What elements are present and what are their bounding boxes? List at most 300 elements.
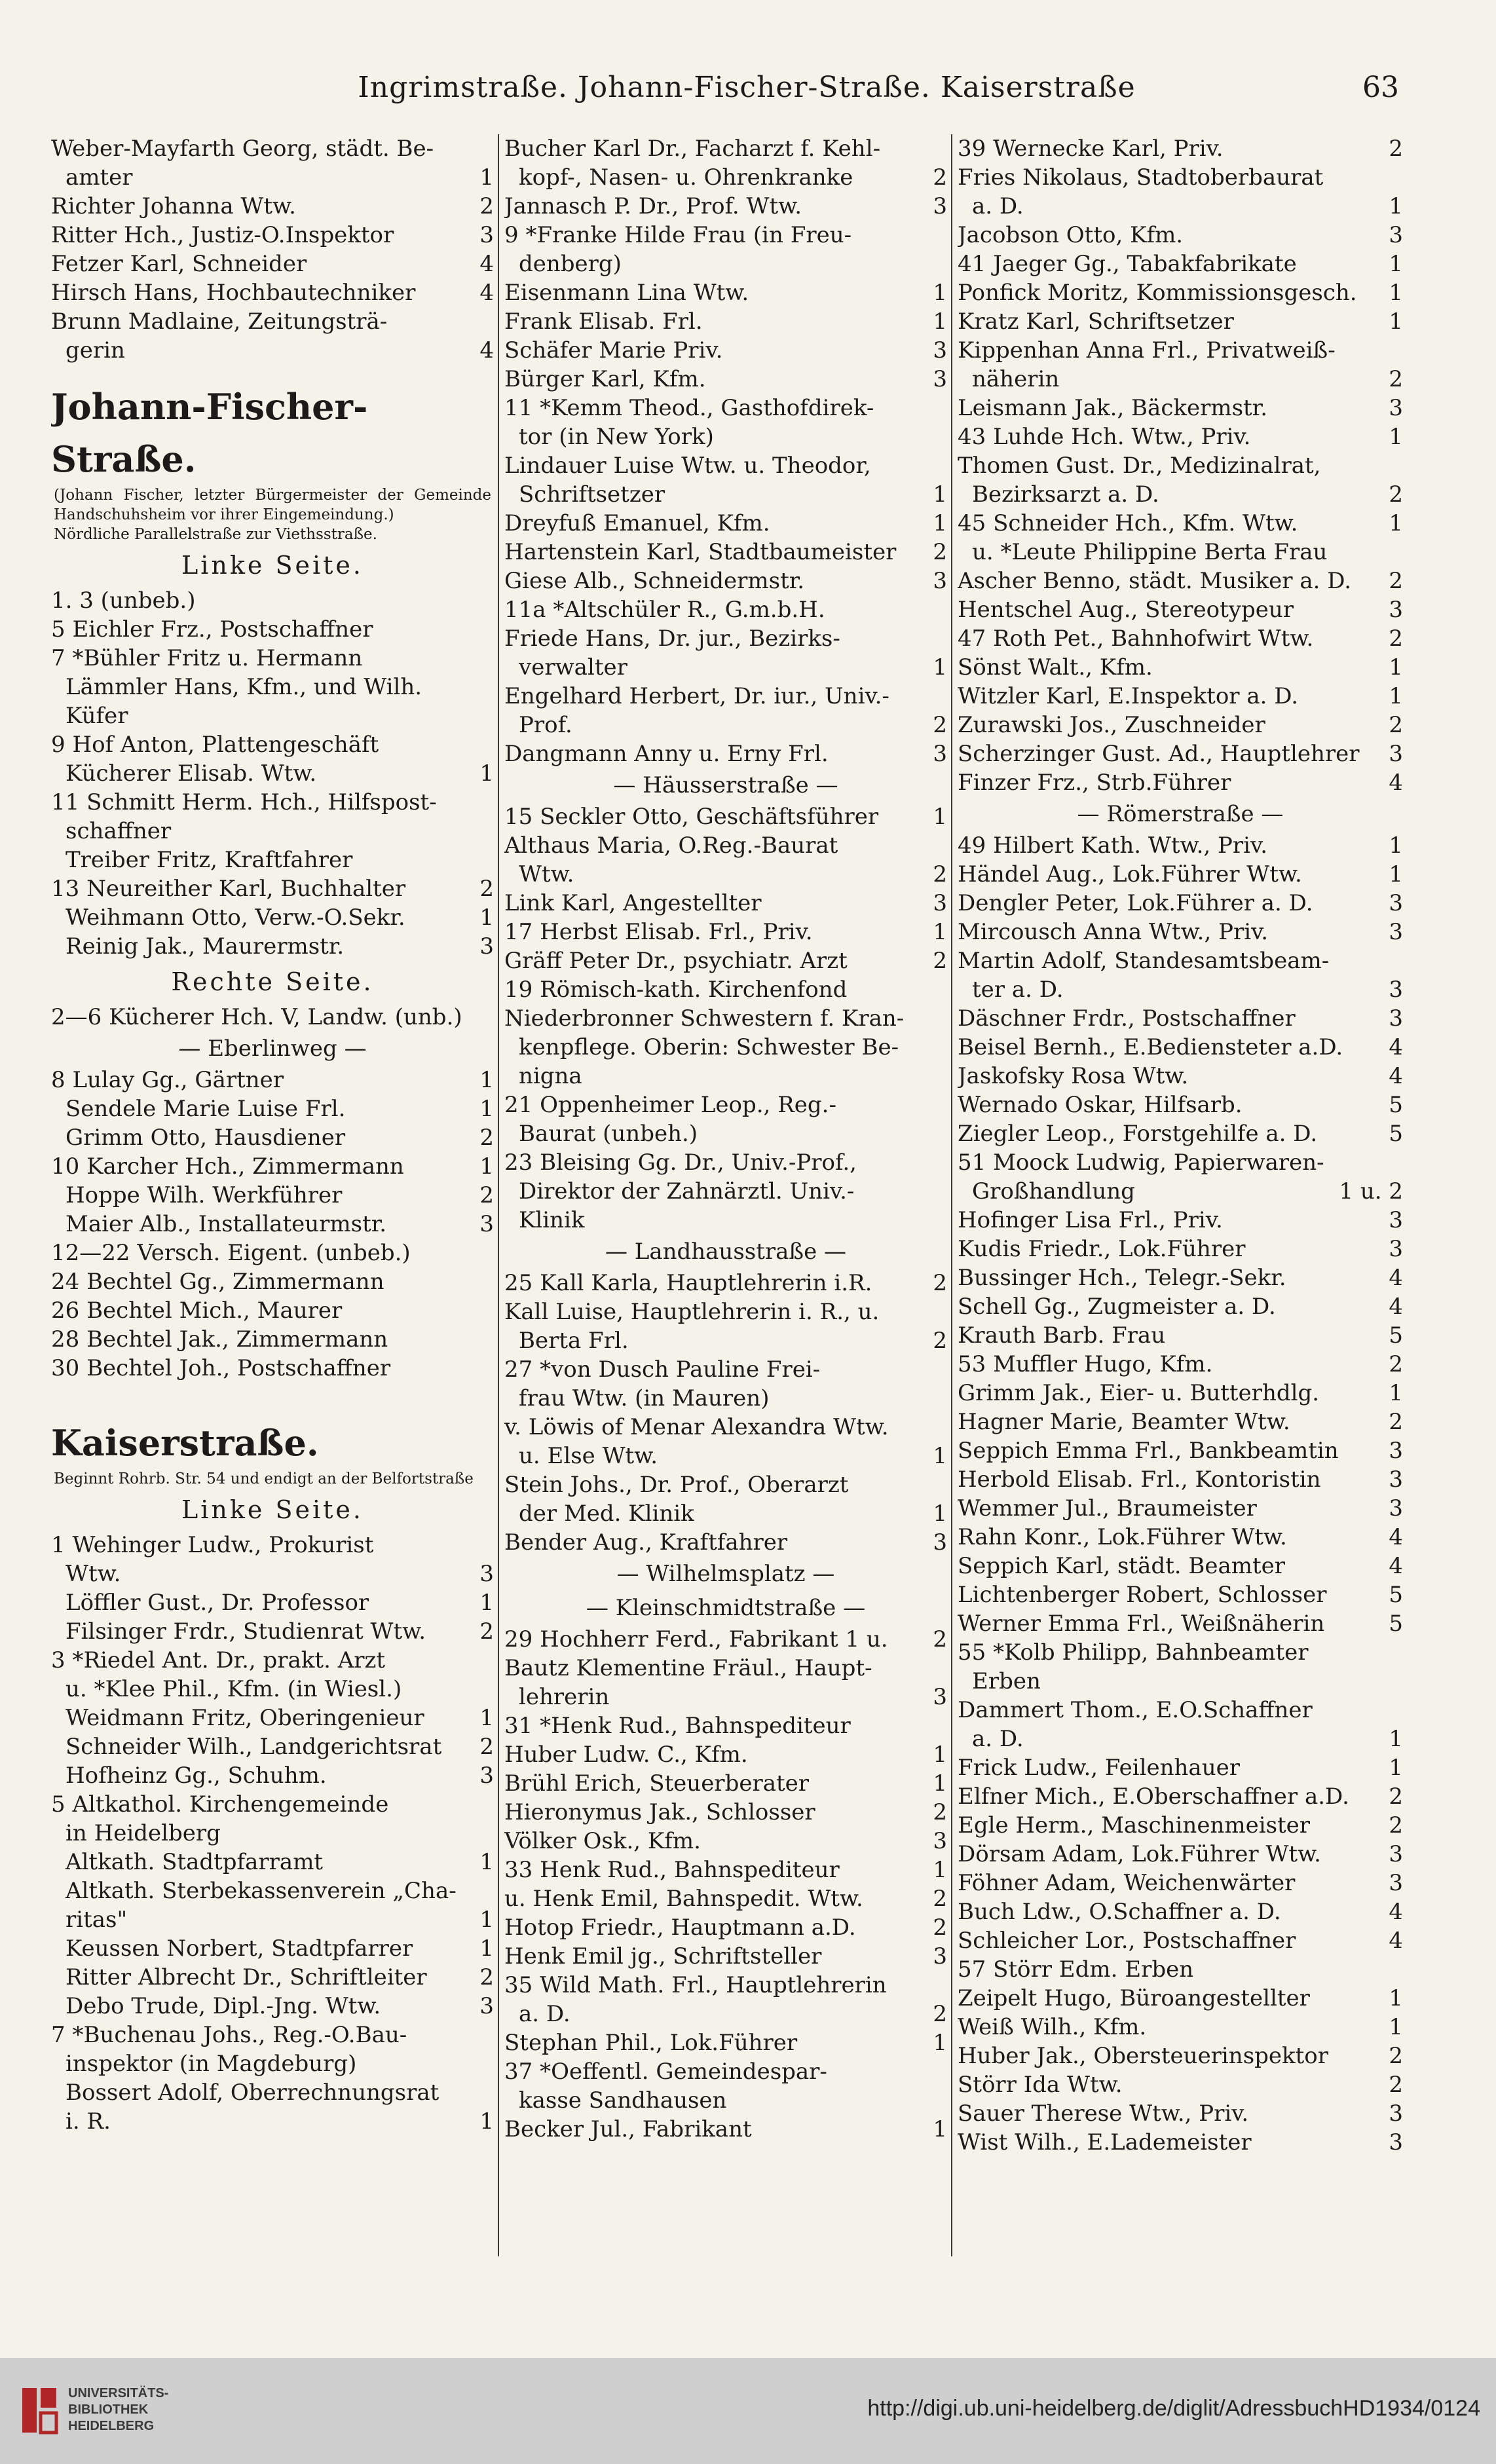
- entry-text: Altkath. Sterbekassenverein „Cha-: [65, 1878, 457, 1904]
- directory-entry: [958, 1148, 1403, 1177]
- source-url-link[interactable]: http://digi.ub.uni-heidelberg.de/diglit/AdressbuchHD1934/0124: [867, 2396, 1480, 2421]
- entry-floor: 4: [479, 251, 494, 277]
- directory-entry: [504, 250, 947, 278]
- entry-text: Finzer Frz., Strb.Führer: [958, 770, 1231, 796]
- entry-text: Ascher Benno, städt. Musiker a. D.: [958, 568, 1352, 594]
- entry-floor: 2: [933, 1626, 947, 1652]
- directory-entry: [958, 682, 1403, 711]
- entry-text: Klinik: [519, 1207, 585, 1233]
- directory-entry: [958, 163, 1403, 192]
- entry-text: Sendele Marie Luise Frl.: [65, 1096, 346, 1122]
- entry-floor: 2: [479, 193, 494, 219]
- directory-entry: [51, 1934, 494, 1963]
- entry-text: Wernado Oskar, Hilfsarb.: [958, 1092, 1243, 1118]
- entry-floor: 3: [1389, 977, 1403, 1003]
- entry-text: Hofinger Lisa Frl., Priv.: [958, 1207, 1223, 1233]
- entry-text: Erben: [972, 1668, 1041, 1694]
- directory-entry: [504, 595, 947, 624]
- entry-floor: 4: [1389, 1294, 1403, 1320]
- entry-text: Hotop Friedr., Hauptmann a.D.: [504, 1914, 856, 1941]
- entry-floor: 4: [1389, 1524, 1403, 1550]
- directory-entry: [958, 1753, 1403, 1782]
- entry-floor: 2: [1389, 2072, 1403, 2098]
- entry-text: 37 *Oeffentl. Gemeindespar-: [504, 2059, 827, 2085]
- entry-text: Däschner Frdr., Postschaffner: [958, 1005, 1296, 1032]
- directory-entry: [958, 567, 1403, 595]
- entry-text: Jacobson Otto, Kfm.: [958, 222, 1184, 248]
- entry-text: Rahn Konr., Lok.Führer Wtw.: [958, 1524, 1287, 1550]
- entry-floor: 4: [479, 280, 494, 306]
- entry-text: näherin: [972, 366, 1060, 392]
- entry-text: Reinig Jak., Maurermstr.: [65, 933, 345, 960]
- entry-text: Schell Gg., Zugmeister a. D.: [958, 1294, 1276, 1320]
- entry-text: Bender Aug., Kraftfahrer: [504, 1529, 788, 1556]
- entry-text: 10 Karcher Hch., Zimmermann: [51, 1153, 404, 1180]
- directory-entry: [504, 1528, 947, 1557]
- directory-entry: [958, 1465, 1403, 1494]
- directory-entry: [958, 1552, 1403, 1580]
- directory-entry: [504, 802, 947, 831]
- cross-street: — Kleinschmidtstraße —: [586, 1595, 866, 1621]
- entry-text: Thomen Gust. Dr., Medizinalrat,: [958, 453, 1321, 479]
- entry-text: Althaus Maria, O.Reg.-Baurat: [504, 832, 838, 859]
- entry-text: nigna: [519, 1063, 582, 1089]
- directory-entry: [958, 134, 1403, 163]
- entry-floor: 1: [1389, 510, 1403, 536]
- directory-entry: [958, 1091, 1403, 1119]
- directory-entry: [504, 538, 947, 567]
- entry-floor: 1: [933, 481, 947, 508]
- directory-entry: [958, 1955, 1403, 1984]
- entry-floor: 1: [1389, 1985, 1403, 2011]
- entry-text: Friede Hans, Dr. jur., Bezirks-: [504, 625, 840, 652]
- directory-entry: [958, 2128, 1403, 2157]
- entry-floor: 2: [479, 1182, 494, 1208]
- entry-floor: 5: [1389, 1121, 1403, 1147]
- directory-entry: [51, 2107, 494, 2136]
- entry-text: tor (in New York): [519, 424, 714, 450]
- entry-text: Händel Aug., Lok.Führer Wtw.: [958, 861, 1302, 887]
- entry-text: Zeipelt Hugo, Büroangestellter: [958, 1985, 1310, 2011]
- directory-entry: [51, 192, 494, 221]
- entry-text: amter: [65, 164, 133, 191]
- entry-floor: 1: [1389, 424, 1403, 450]
- directory-entry: [51, 788, 494, 817]
- entry-floor: 3: [1389, 1870, 1403, 1896]
- entry-floor: 4: [1389, 1063, 1403, 1089]
- directory-entry: [958, 422, 1403, 451]
- directory-entry: [958, 1292, 1403, 1321]
- directory-entry: [504, 1119, 947, 1148]
- entry-text: Mircousch Anna Wtw., Priv.: [958, 919, 1269, 945]
- directory-entry: [504, 1971, 947, 2000]
- entry-list: [51, 1003, 494, 1032]
- directory-entry: [504, 2115, 947, 2144]
- directory-entry: [958, 1609, 1403, 1638]
- directory-entry: [958, 1811, 1403, 1840]
- directory-entry: [51, 1790, 494, 1819]
- directory-entry: [504, 1683, 947, 1711]
- entry-list: [51, 134, 494, 365]
- directory-entry: [958, 1436, 1403, 1465]
- directory-entry: [504, 163, 947, 192]
- directory-entry: [504, 2086, 947, 2115]
- entry-text: 31 *Henk Rud., Bahnspediteur: [504, 1713, 851, 1739]
- directory-entry: [958, 307, 1403, 336]
- entry-floor: 2: [1389, 481, 1403, 508]
- directory-entry: [51, 759, 494, 788]
- entry-floor: 1: [479, 1705, 494, 1731]
- directory-entry: [51, 903, 494, 932]
- directory-entry: [958, 975, 1403, 1004]
- directory-entry: [958, 1408, 1403, 1436]
- directory-entry: [51, 1963, 494, 1992]
- entry-floor: 4: [1389, 1265, 1403, 1291]
- directory-entry: [51, 1267, 494, 1296]
- directory-entry: [51, 1819, 494, 1848]
- entry-text: Kippenhan Anna Frl., Privatweiß-: [958, 337, 1336, 364]
- entry-text: 17 Herbst Elisab. Frl., Priv.: [504, 919, 813, 945]
- entry-floor: 1: [1389, 1755, 1403, 1781]
- street-note: Beginnt Rohrb. Str. 54 und endigt an der Belfortstraße: [54, 1470, 474, 1487]
- entry-floor: 1: [933, 2030, 947, 2056]
- cross-street: — Landhausstraße —: [605, 1239, 847, 1265]
- entry-floor: 1: [479, 2108, 494, 2135]
- entry-text: Wist Wilh., E.Lademeister: [958, 2129, 1252, 2156]
- entry-floor: 1: [479, 1935, 494, 1962]
- entry-text: Löffler Gust., Dr. Professor: [65, 1590, 369, 1616]
- entry-text: Kall Luise, Hauptlehrerin i. R., u.: [504, 1299, 880, 1325]
- directory-entry: [51, 1066, 494, 1094]
- entry-text: 27 *von Dusch Pauline Frei-: [504, 1356, 821, 1383]
- entry-text: u. Henk Emil, Bahnspedit. Wtw.: [504, 1886, 863, 1912]
- running-title: Ingrimstraße. Johann-Fischer-Straße. Kaiserstraße: [358, 71, 1136, 104]
- entry-floor: 1: [1389, 280, 1403, 306]
- entry-text: 23 Bleising Gg. Dr., Univ.-Prof.,: [504, 1149, 857, 1176]
- entry-floor: 3: [933, 337, 947, 364]
- entry-text: Störr Ida Wtw.: [958, 2072, 1123, 2098]
- directory-entry: [958, 365, 1403, 394]
- entry-text: Direktor der Zahnärztl. Univ.-: [519, 1178, 855, 1204]
- entry-floor: 1: [479, 760, 494, 787]
- directory-entry: [958, 192, 1403, 221]
- directory-entry: [51, 1094, 494, 1123]
- entry-text: 35 Wild Math. Frl., Hauptlehrerin: [504, 1972, 887, 1998]
- directory-entry: [504, 480, 947, 509]
- directory-entry: [958, 1206, 1403, 1235]
- entry-floor: 4: [479, 337, 494, 364]
- directory-entry: [504, 889, 947, 918]
- library-name-line: BIBLIOTHEK: [68, 2402, 149, 2417]
- directory-entry: [51, 278, 494, 307]
- entry-text: 3 *Riedel Ant. Dr., prakt. Arzt: [51, 1647, 386, 1673]
- entry-floor: 3: [933, 568, 947, 594]
- cross-street: — Eberlinweg —: [178, 1036, 367, 1062]
- entry-text: 43 Luhde Hch. Wtw., Priv.: [958, 424, 1251, 450]
- entry-text: Schäfer Marie Priv.: [504, 337, 723, 364]
- entry-text: Fetzer Karl, Schneider: [51, 251, 307, 277]
- directory-entry: [51, 1354, 494, 1383]
- entry-floor: 2: [479, 1964, 494, 1990]
- directory-entry: [958, 2070, 1403, 2099]
- entry-text: Kudis Friedr., Lok.Führer: [958, 1236, 1246, 1262]
- directory-entry: [958, 653, 1403, 682]
- directory-entry: [958, 1004, 1403, 1033]
- entry-text: Werner Emma Frl., Weißnäherin: [958, 1611, 1325, 1637]
- entry-floor: 2: [933, 539, 947, 565]
- entry-text: Wtw.: [65, 1561, 121, 1587]
- entry-text: 57 Störr Edm. Erben: [958, 1956, 1194, 1983]
- entry-text: 7 *Buchenau Johs., Reg.-O.Bau-: [51, 2022, 407, 2048]
- directory-entry: [504, 860, 947, 889]
- entry-text: 24 Bechtel Gg., Zimmermann: [51, 1269, 384, 1295]
- entry-text: 1 Wehinger Ludw., Prokurist: [51, 1532, 374, 1558]
- directory-entry: [504, 1654, 947, 1683]
- directory-entry: [958, 451, 1403, 480]
- entry-floor: 1: [933, 280, 947, 306]
- directory-entry: [504, 192, 947, 221]
- entry-floor: 1: [479, 1907, 494, 1933]
- entry-text: 8 Lulay Gg., Gärtner: [51, 1067, 284, 1093]
- entry-floor: 3: [1389, 1841, 1403, 1867]
- directory-entry: [504, 1326, 947, 1355]
- entry-text: 39 Wernecke Karl, Priv.: [958, 136, 1224, 162]
- directory-entry: [958, 889, 1403, 918]
- entry-floor: 2: [933, 861, 947, 887]
- entry-text: 13 Neureither Karl, Buchhalter: [51, 876, 406, 902]
- directory-entry: [51, 1732, 494, 1761]
- entry-floor: 1: [1389, 2014, 1403, 2040]
- directory-entry: [958, 1321, 1403, 1350]
- entry-floor: 3: [1389, 919, 1403, 945]
- directory-entry: [504, 831, 947, 860]
- entry-floor: 1: [1389, 1726, 1403, 1752]
- entry-text: Schneider Wilh., Landgerichtsrat: [65, 1734, 442, 1760]
- directory-entry: [958, 2099, 1403, 2128]
- entry-list: [51, 1066, 494, 1383]
- directory-entry: [51, 1003, 494, 1032]
- entry-floor: 2: [933, 1328, 947, 1354]
- directory-entry: [504, 1269, 947, 1297]
- entry-floor: 3: [479, 1993, 494, 2019]
- directory-entry: [504, 682, 947, 711]
- entry-text: Bussinger Hch., Telegr.-Sekr.: [958, 1265, 1286, 1291]
- directory-entry: [504, 1004, 947, 1033]
- entry-text: 5 Altkathol. Kirchengemeinde: [51, 1791, 389, 1818]
- cross-street: — Wilhelmsplatz —: [616, 1561, 835, 1587]
- directory-entry: [51, 1531, 494, 1559]
- directory-entry: [504, 1856, 947, 1884]
- directory-entry: [504, 918, 947, 946]
- directory-entry: [504, 946, 947, 975]
- entry-floor: 1: [933, 2116, 947, 2142]
- entry-text: Brunn Madlaine, Zeitungsträ-: [51, 308, 388, 335]
- entry-text: Engelhard Herbert, Dr. iur., Univ.-: [504, 683, 889, 709]
- entry-text: Weidmann Fritz, Oberingenieur: [65, 1705, 424, 1731]
- directory-entry: [51, 134, 494, 163]
- entry-floor: 1: [933, 1501, 947, 1527]
- directory-entry: [958, 1984, 1403, 2013]
- directory-entry: [958, 1177, 1403, 1206]
- directory-entry: [51, 586, 494, 615]
- entry-floor: 3: [933, 1529, 947, 1556]
- entry-floor: 1: [933, 1770, 947, 1797]
- directory-entry: [504, 1913, 947, 1942]
- entry-floor: 1: [1389, 861, 1403, 887]
- entry-floor: 2: [479, 876, 494, 902]
- entry-text: Gräff Peter Dr., psychiatr. Arzt: [504, 948, 848, 974]
- column-rule-right: [951, 134, 952, 2256]
- entry-text: 11 Schmitt Herm. Hch., Hilfspost-: [51, 789, 437, 815]
- entry-text: in Heidelberg: [65, 1820, 221, 1846]
- entry-floor: 1: [1389, 832, 1403, 859]
- entry-floor: 3: [1389, 1005, 1403, 1032]
- directory-entry: [958, 1235, 1403, 1263]
- entry-floor: 4: [1389, 1928, 1403, 1954]
- directory-entry: [958, 1667, 1403, 1696]
- street-heading-kaiserstrasse: Kaiserstraße.: [51, 1422, 319, 1464]
- entry-text: kopf-, Nasen- u. Ohrenkranke: [519, 164, 853, 191]
- directory-entry: [504, 134, 947, 163]
- street-heading-johann-fischer: Johann-Fischer-Straße.: [51, 386, 368, 480]
- directory-entry: [51, 932, 494, 961]
- directory-entry: [958, 1350, 1403, 1379]
- entry-text: 5 Eichler Frz., Postschaffner: [51, 616, 373, 643]
- directory-entry: [51, 615, 494, 644]
- entry-text: Dreyfuß Emanuel, Kfm.: [504, 510, 770, 536]
- entry-text: der Med. Klinik: [519, 1501, 694, 1527]
- directory-entry: [958, 1869, 1403, 1897]
- entry-floor: 3: [479, 1763, 494, 1789]
- directory-entry: [958, 1119, 1403, 1148]
- library-name: [68, 2385, 168, 2435]
- entry-floor: 3: [933, 1943, 947, 1969]
- entry-text: kenpflege. Oberin: Schwester Be-: [519, 1034, 899, 1060]
- entry-text: Weiß Wilh., Kfm.: [958, 2014, 1147, 2040]
- entry-text: Kücherer Elisab. Wtw.: [65, 760, 317, 787]
- entry-floor: 1: [933, 510, 947, 536]
- directory-entry: [51, 1646, 494, 1675]
- entry-floor: 2: [933, 948, 947, 974]
- directory-entry: [51, 1704, 494, 1732]
- entry-floor: 5: [1389, 1092, 1403, 1118]
- directory-entry: [51, 644, 494, 673]
- entry-floor: 1: [479, 1153, 494, 1180]
- library-logo-icon: [18, 2384, 60, 2436]
- entry-floor: 2: [1389, 712, 1403, 738]
- side-heading-right: Rechte Seite.: [171, 967, 374, 996]
- page-number: 63: [1362, 71, 1399, 104]
- directory-entry: [51, 221, 494, 250]
- entry-floor: 3: [933, 1684, 947, 1710]
- entry-floor: 3: [1389, 1466, 1403, 1493]
- entry-text: Küfer: [65, 703, 128, 729]
- entry-floor: 3: [1389, 395, 1403, 421]
- entry-floor: 1: [1389, 1380, 1403, 1406]
- directory-entry: [504, 1798, 947, 1827]
- entry-floor: 1: [479, 1849, 494, 1875]
- entry-text: Dammert Thom., E.O.Schaffner: [958, 1697, 1313, 1723]
- entry-text: 49 Hilbert Kath. Wtw., Priv.: [958, 832, 1268, 859]
- directory-entry: [51, 1152, 494, 1181]
- directory-entry: [504, 1177, 947, 1206]
- column-3: [958, 134, 1403, 2256]
- directory-entry: [51, 1325, 494, 1354]
- entry-text: Zurawski Jos., Zuschneider: [958, 712, 1265, 738]
- entry-text: Egle Herm., Maschinenmeister: [958, 1812, 1311, 1839]
- entry-text: inspektor (in Magdeburg): [65, 2051, 357, 2077]
- directory-entry: [958, 1897, 1403, 1926]
- directory-entry: [51, 874, 494, 903]
- directory-entry: [504, 1297, 947, 1326]
- entry-list: [504, 134, 947, 768]
- entry-text: 2—6 Kücherer Hch. V, Landw. (unb.): [51, 1004, 462, 1030]
- entry-floor: 1 u. 2: [1339, 1178, 1403, 1204]
- directory-entry: [504, 1091, 947, 1119]
- entry-text: Sönst Walt., Kfm.: [958, 654, 1153, 681]
- directory-entry: [51, 1123, 494, 1152]
- entry-floor: 3: [1389, 1236, 1403, 1262]
- entry-text: Hartenstein Karl, Stadtbaumeister: [504, 539, 897, 565]
- entry-floor: 1: [479, 1096, 494, 1122]
- directory-entry: [958, 1494, 1403, 1523]
- entry-text: Buch Ldw., O.Schaffner a. D.: [958, 1899, 1281, 1925]
- entry-floor: 2: [933, 1886, 947, 1912]
- entry-floor: 3: [1389, 597, 1403, 623]
- directory-entry: [504, 2057, 947, 2086]
- entry-text: Becker Jul., Fabrikant: [504, 2116, 752, 2142]
- entry-floor: 2: [933, 1799, 947, 1825]
- entry-floor: 1: [933, 919, 947, 945]
- entry-floor: 2: [933, 2001, 947, 2027]
- directory-entry: [958, 1782, 1403, 1811]
- directory-entry: [504, 1711, 947, 1740]
- directory-entry: [504, 336, 947, 365]
- side-heading-left: Linke Seite.: [181, 551, 364, 580]
- entry-text: Wemmer Jul., Braumeister: [958, 1495, 1257, 1521]
- entry-list: [504, 1269, 947, 1557]
- directory-entry: [51, 1617, 494, 1646]
- entry-text: Herbold Elisab. Frl., Kontoristin: [958, 1466, 1321, 1493]
- entry-text: Seppich Emma Frl., Bankbeamtin: [958, 1438, 1339, 1464]
- entry-text: 47 Roth Pet., Bahnhofwirt Wtw.: [958, 625, 1314, 652]
- directory-entry: [958, 1926, 1403, 1955]
- footer-bar: [0, 2358, 1496, 2464]
- entry-text: 25 Kall Karla, Hauptlehrerin i.R.: [504, 1270, 872, 1296]
- directory-entry: [504, 1355, 947, 1384]
- entry-floor: 2: [479, 1734, 494, 1760]
- entry-text: Bezirksarzt a. D.: [972, 481, 1159, 508]
- directory-entry: [958, 2013, 1403, 2042]
- directory-entry: [504, 394, 947, 422]
- library-name-line: HEIDELBERG: [68, 2419, 155, 2433]
- entry-text: Giese Alb., Schneidermstr.: [504, 568, 805, 594]
- entry-text: a. D.: [519, 2001, 570, 2027]
- entry-text: Bossert Adolf, Oberrechnungsrat: [65, 2080, 439, 2106]
- directory-entry: [51, 1761, 494, 1790]
- directory-entry: [51, 1210, 494, 1239]
- entry-floor: 1: [933, 308, 947, 335]
- directory-entry: [504, 278, 947, 307]
- entry-floor: 1: [933, 1742, 947, 1768]
- entry-text: Huber Jak., Obersteuerinspektor: [958, 2043, 1329, 2069]
- entry-text: 41 Jaeger Gg., Tabakfabrikate: [958, 251, 1297, 277]
- directory-entry: [504, 624, 947, 653]
- directory-entry: [958, 1379, 1403, 1408]
- directory-entry: [958, 860, 1403, 889]
- entry-list: [51, 586, 494, 961]
- entry-text: 11 *Kemm Theod., Gasthofdirek-: [504, 395, 874, 421]
